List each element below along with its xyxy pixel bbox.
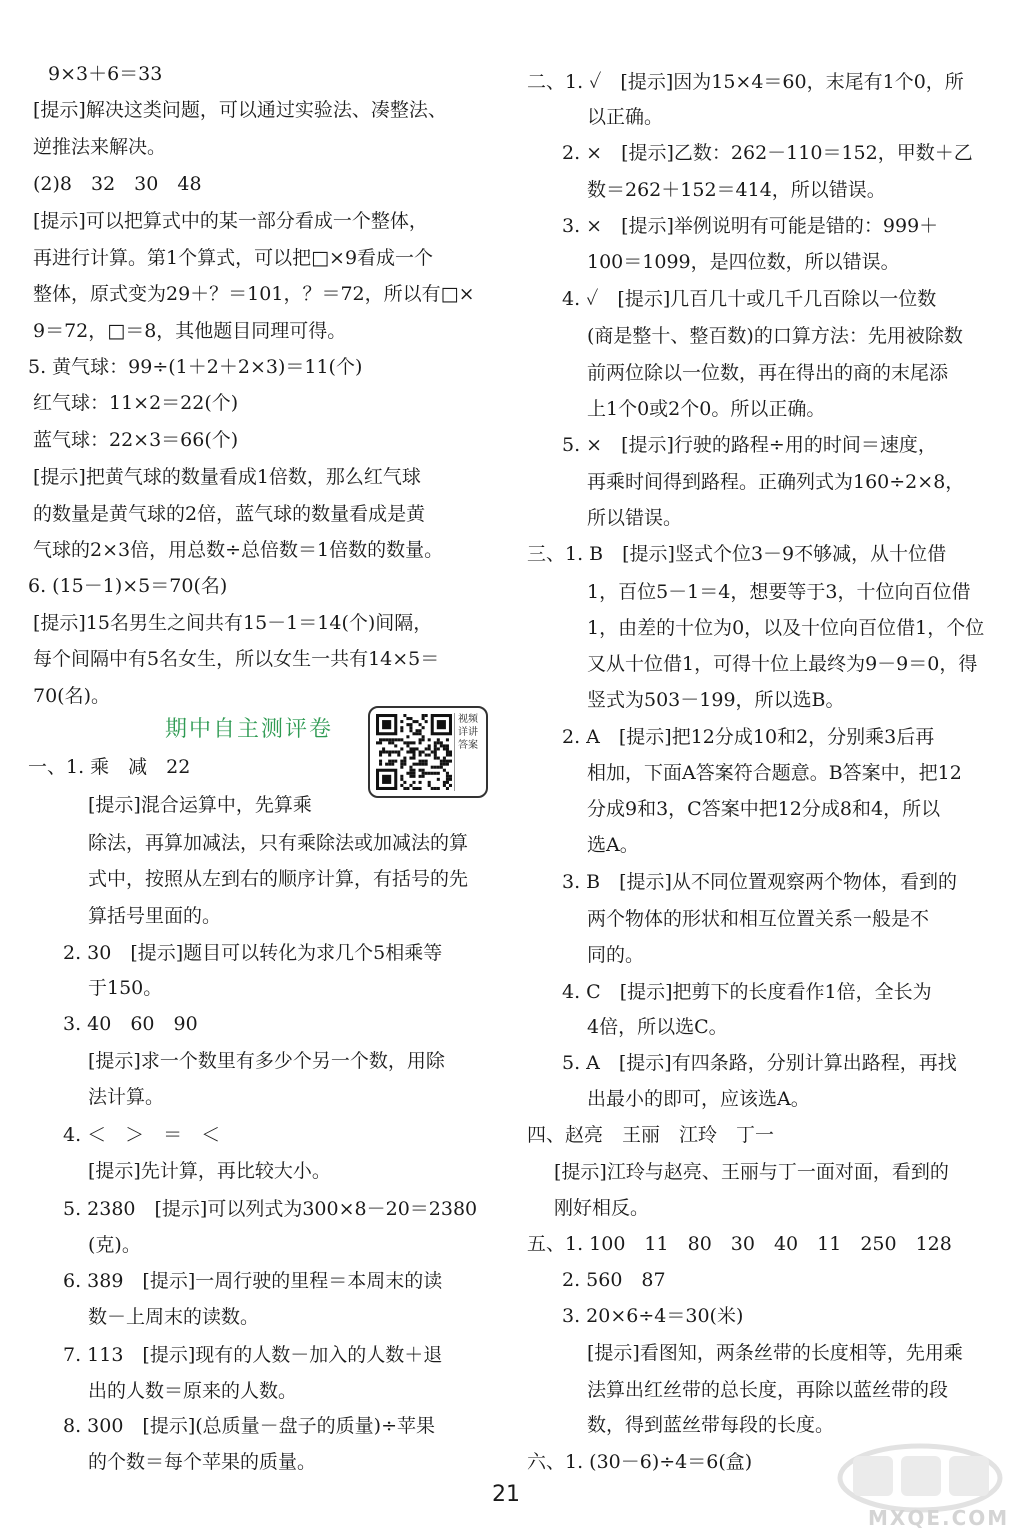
left-text-line: 5. 2380 [提示]可以列式为300×8－20＝2380 bbox=[63, 1198, 478, 1220]
right-text-line: (商是整十、整百数)的口算方法：先用被除数 bbox=[587, 325, 963, 347]
right-text-line: 3. × [提示]举例说明有可能是错的：999＋ bbox=[562, 215, 939, 237]
qr-code-icon bbox=[376, 714, 452, 790]
left-text-line: 5. 黄气球：99÷(1＋2＋2×3)＝11(个) bbox=[28, 356, 363, 378]
right-text-line: 数，得到蓝丝带每段的长度。 bbox=[587, 1414, 835, 1436]
right-text-line: 5. × [提示]行驶的路程÷用的时间＝速度， bbox=[562, 434, 937, 456]
left-text-line: 3. 40 60 90 bbox=[63, 1013, 198, 1035]
left-text-line: 法计算。 bbox=[88, 1086, 165, 1108]
left-text-line: (克)。 bbox=[88, 1234, 141, 1256]
left-text-line: (2)8 32 30 48 bbox=[33, 173, 202, 195]
right-text-line: [提示]看图知，两条丝带的长度相等，先用乘 bbox=[587, 1342, 963, 1364]
right-text-line: 分成9和3，C答案中把12分成8和4，所以 bbox=[587, 798, 941, 820]
right-text-line: 3. 20×6÷4＝30(米) bbox=[562, 1305, 744, 1327]
left-text-line: [提示]15名男生之间共有15－1＝14(个)间隔， bbox=[33, 612, 433, 634]
right-text-line: [提示]江玲与赵亮、王丽与丁一面对面，看到的 bbox=[554, 1161, 949, 1183]
right-text-line: 所以错误。 bbox=[587, 507, 683, 529]
left-text-line: 式中，按照从左到右的顺序计算，有括号的先 bbox=[88, 868, 469, 890]
left-text-line: 逆推法来解决。 bbox=[33, 136, 167, 158]
right-text-line: 4倍，所以选C。 bbox=[587, 1016, 728, 1038]
right-text-line: 2. A [提示]把12分成10和2，分别乘3后再 bbox=[562, 726, 935, 748]
right-text-line: 相加，下面A答案符合题意。B答案中，把12 bbox=[587, 762, 962, 784]
left-text-line: 再进行计算。第1个算式，可以把□×9看成一个 bbox=[33, 247, 434, 269]
right-text-line: 四、赵亮 王丽 江玲 丁一 bbox=[527, 1124, 775, 1146]
left-text-line: 每个间隔中有5名女生，所以女生一共有14×5＝ bbox=[33, 648, 440, 670]
right-text-line: 又从十位借1，可得十位上最终为9－9＝0，得 bbox=[587, 653, 978, 675]
right-text-line: 100＝1099，是四位数，所以错误。 bbox=[587, 251, 900, 273]
left-text-line: [提示]求一个数里有多少个另一个数，用除 bbox=[88, 1050, 445, 1072]
left-text-line: [提示]先计算，再比较大小。 bbox=[88, 1160, 331, 1182]
left-text-line: [提示]可以把算式中的某一部分看成一个整体， bbox=[33, 210, 428, 232]
left-text-line: 2. 30 [提示]题目可以转化为求几个5相乘等 bbox=[63, 942, 443, 964]
right-text-line: 1，由差的十位为0，以及十位向百位借1，个位 bbox=[587, 617, 985, 639]
left-text-line: 6. (15－1)×5＝70(名) bbox=[28, 575, 228, 597]
left-text-line: 气球的2×3倍，用总数÷总倍数＝1倍数的数量。 bbox=[33, 539, 444, 561]
right-text-line: 前两位除以一位数，再在得出的商的末尾添 bbox=[587, 362, 949, 384]
left-text-line: [提示]解决这类问题，可以通过实验法、凑整法、 bbox=[33, 99, 447, 121]
section-title: 期中自主测评卷 bbox=[165, 717, 334, 742]
right-text-line: 选A。 bbox=[587, 834, 639, 856]
right-text-line: 两个物体的形状和相互位置关系一般是不 bbox=[587, 908, 930, 930]
left-text-line: 的数量是黄气球的2倍，蓝气球的数量看成是黄 bbox=[33, 503, 426, 525]
right-text-line: 4. ✓ [提示]几百几十或几千几百除以一位数 bbox=[562, 288, 937, 310]
right-text-line: 以正确。 bbox=[587, 106, 664, 128]
right-text-line: 法算出红丝带的总长度，再除以蓝丝带的段 bbox=[587, 1379, 949, 1401]
left-text-line: 除法，再算加减法，只有乘除法或加减法的算 bbox=[88, 832, 469, 854]
left-text-line: 出的人数＝原来的人数。 bbox=[88, 1380, 298, 1402]
left-text-line: 9×3＋6＝33 bbox=[48, 63, 163, 85]
right-text-line: 竖式为503－199，所以选B。 bbox=[587, 689, 845, 711]
left-text-line: 6. 389 [提示]一周行驶的里程＝本周末的读 bbox=[63, 1270, 443, 1292]
right-text-line: 二、1. ✓ [提示]因为15×4＝60，末尾有1个0，所 bbox=[527, 71, 964, 93]
page-number: 21 bbox=[492, 1482, 520, 1507]
left-text-line: 的个数＝每个苹果的质量。 bbox=[88, 1451, 317, 1473]
left-text-line: 70(名)。 bbox=[33, 685, 111, 707]
qr-label: 视频详讲答案 bbox=[454, 713, 481, 791]
right-text-line: 同的。 bbox=[587, 944, 645, 966]
right-text-line: 五、1. 100 11 80 30 40 11 250 128 bbox=[527, 1233, 952, 1255]
right-text-line: 3. B [提示]从不同位置观察两个物体，看到的 bbox=[562, 871, 957, 893]
right-text-line: 六、1. (30－6)÷4＝6(盒) bbox=[527, 1451, 753, 1473]
left-text-line: 红气球：11×2＝22(个) bbox=[33, 392, 239, 414]
left-text-line: 蓝气球：22×3＝66(个) bbox=[33, 429, 239, 451]
right-text-line: 2. × [提示]乙数：262－110＝152，甲数＋乙 bbox=[562, 142, 973, 164]
left-text-line: [提示]混合运算中，先算乘 bbox=[88, 794, 312, 816]
left-text-line: 8. 300 [提示](总质量－盘子的质量)÷苹果 bbox=[63, 1415, 436, 1437]
right-text-line: 出最小的即可，应该选A。 bbox=[587, 1088, 810, 1110]
qr-code-box[interactable] bbox=[368, 706, 488, 798]
right-text-line: 5. A [提示]有四条路，分别计算出路程，再找 bbox=[562, 1052, 957, 1074]
left-text-line: 整体，原式变为29＋？＝101，？＝72，所以有□× bbox=[33, 283, 475, 305]
left-text-line: 4. ＜ ＞ ＝ ＜ bbox=[63, 1124, 221, 1146]
left-text-line: 算括号里面的。 bbox=[88, 905, 222, 927]
right-text-line: 1，百位5－1＝4，想要等于3，十位向百位借 bbox=[587, 581, 971, 603]
right-text-line: 三、1. B [提示]竖式个位3－9不够减，从十位借 bbox=[527, 543, 947, 565]
watermark-text: MXQE.COM bbox=[868, 1506, 1010, 1530]
left-text-line: [提示]把黄气球的数量看成1倍数，那么红气球 bbox=[33, 466, 421, 488]
left-text-line: 于150。 bbox=[88, 977, 163, 999]
right-text-line: 刚好相反。 bbox=[554, 1197, 650, 1219]
right-text-line: 上1个0或2个0。所以正确。 bbox=[587, 398, 826, 420]
right-text-line: 2. 560 87 bbox=[562, 1269, 666, 1291]
right-text-line: 4. C [提示]把剪下的长度看作1倍，全长为 bbox=[562, 981, 932, 1003]
left-text-line: 9＝72，□＝8，其他题目同理可得。 bbox=[33, 320, 347, 342]
right-text-line: 数＝262＋152＝414，所以错误。 bbox=[587, 179, 886, 201]
right-text-line: 再乘时间得到路程。正确列式为160÷2×8， bbox=[587, 471, 965, 493]
left-text-line: 一、1. 乘 减 22 bbox=[28, 756, 191, 778]
left-text-line: 数－上周末的读数。 bbox=[88, 1306, 260, 1328]
left-text-line: 7. 113 [提示]现有的人数－加入的人数＋退 bbox=[63, 1344, 443, 1366]
